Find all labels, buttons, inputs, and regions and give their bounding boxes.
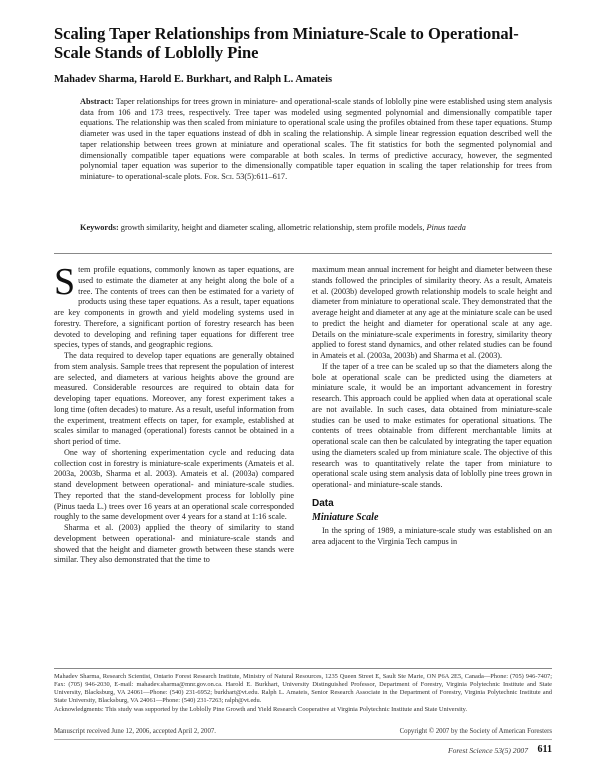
keywords-text: growth similarity, height and diameter scaling, allometric relationship, stem profile models, — [120, 223, 425, 232]
abstract-label: Abstract: — [80, 97, 114, 106]
footer-divider — [54, 739, 552, 740]
keywords-species: Pinus taeda — [426, 223, 466, 232]
paragraph: The data required to develop taper equations are generally obtained from stem analysis. Sample trees that represent the population of interest are selected, and diameters at various heights above the ground are measured. Considerable resources are required to obtain data for developing taper equations. Moreover, any forest experiment takes a long time (often decades) to mature. As a result, useful information from the experiment, treatment effects on taper, for example, established at scales similar to managed (operational) forests cannot be obtained in a short period of time. — [54, 351, 294, 446]
manuscript-dates: Manuscript received June 12, 2006, accepted April 2, 2007. — [54, 728, 216, 735]
header-divider — [54, 253, 552, 254]
paragraph: If the taper of a tree can be scaled up so that the diameters along the bole at operational scale can be predicted using the diameters at miniature scale, it would be an important advancement in forestry research. This approach could be applied when data at operational scale are not available. In such cases, data obtained from miniature-scale studies can be used to make estimates for operational situations. The contents of trees obtainable from different merchantable limits at operational scale can then be calculated by integrating the taper equation using the diameters scaled up from miniature scale. The objective of this research was to quantitatively relate the taper from miniature to operational scale using stem analysis data of loblolly pine trees grown in operational- and miniature-scale stands. — [312, 361, 552, 489]
paragraph: maximum mean annual increment for height and diameter between these stands followed the principles of similarity theory. As a result, Amateis et al. (2003b) developed growth relationship models to scale height and diameter from miniature to operational scale. They demonstrated that the average height and diameter at any age at the miniature scale can be used to predict the height and diameter for operational scale at any age. Details on the miniature-scale experiments in forestry, similarity theory applied to forest stand dynamics, and other related studies can be found in Amateis et al. (2003a, 2003b) and Sharma et al. (2003). — [312, 265, 552, 360]
paragraph: Stem profile equations, commonly known as taper equations, are used to estimate the diameter at any height along the bole of a tree. The contents of trees can then be estimated for a variety of products using these taper equations. As a result, taper equations are key components in growth and yield modeling systems used in forestry. Therefore, a significant portion of forestry research has been devoted to developing and refining taper equations for different tree species, types of stands, and geographic regions. — [54, 261, 294, 350]
page-number: 611 — [537, 744, 552, 755]
journal-running-footer: Forest Science 53(5) 2007 — [447, 746, 528, 755]
abstract — [80, 97, 552, 183]
author-affiliations: Mahadev Sharma, Research Scientist, Ontario Forest Research Institute, Ministry of Natural Resources, 1235 Queen Street E, Sault Ste Marie, ON P6A 2E5, Canada—Phone: (705) 946-7407; Fax: (705) 946-2030, E-mail: mahadev.sharma@mnr.gov.on.ca. Harold E. Burkhart, University Distinguished Professor, Department of Forestry, Virginia Polytechnic Institute and State University, Blacksburg, VA 24061—Phone: (540) 231-6952; burkhart@vt.edu. Ralph L. Amateis, Senior Research Associate in the Department of Forestry, Virginia Polytechnic Institute and State University, Blacksburg, VA 24061—Phone: (540) 231-7263; ralph@vt.edu. — [54, 673, 552, 705]
paper-title: Scaling Taper Relationships from Miniature-Scale to Operational-Scale Stands of Loblolly Pine — [54, 24, 519, 62]
keywords — [80, 223, 552, 234]
paragraph: Sharma et al. (2003) applied the theory of similarity to stand development between operational- and miniature-scale stands and showed that the height and diameter growth between these stands were similar. They also demonstrated that the time to — [54, 523, 294, 565]
paragraph: In the spring of 1989, a miniature-scale study was established on an area adjacent to the Virginia Tech campus in — [312, 526, 552, 546]
footnotes — [54, 673, 552, 715]
drop-cap: S — [54, 261, 76, 303]
citation-prefix: For. Sci. — [204, 171, 234, 181]
copyright: Copyright © 2007 by the Society of American Foresters — [399, 728, 552, 735]
left-column — [54, 261, 294, 566]
footnote-divider — [54, 668, 552, 669]
acknowledgments: Acknowledgments: This study was supported by the Loblolly Pine Growth and Yield Research Cooperative at Virginia Polytechnic Institute and State University. — [54, 706, 468, 714]
section-heading-data: Data — [312, 497, 334, 509]
subsection-heading-miniature: Miniature Scale — [312, 511, 379, 523]
paragraph: One way of shortening experimentation cycle and reducing data collection cost in forestry is miniature-scale experiments (Amateis et al. 2003a, 2003b, Sharma et al. 2003). Amateis et al. (2003a) compared stand development between operational- and miniature-scale studies. They reported that the stand-development process for loblolly pine (Pinus taeda L.) trees over 16 years at an operational scale corresponded roughly to the same development over 4 years for a stand at 1:16 scale. — [54, 447, 294, 522]
paper-authors: Mahadev Sharma, Harold E. Burkhart, and Ralph L. Amateis — [54, 74, 333, 85]
citation: 53(5):611–617. — [236, 171, 288, 181]
abstract-text: Taper relationships for trees grown in miniature- and operational-scale stands of loblolly pine were established using stem analysis data from 106 and 173 trees, respectively. Tree taper was modeled using segmented polynomial and dimensionally compatible taper equations. The relationship was then scaled from miniature to operational scale using the profiles obtained from these taper equations. Stump diameter was used in the taper equations instead of dbh in scaling the relationship. A simple linear regression equation described well the taper relationship between trees grown at miniature and operational scales. The fit statistics for both the segmented polynomial and dimensionally compatible taper equations were comparable at both scales. In terms of predictive accuracy, however, the segmented polynomial taper equation was superior to the dimensionally compatible taper equation in scaling the taper relationship for trees from miniature- to operational-scale plots. — [80, 97, 552, 181]
keywords-label: Keywords: — [80, 223, 119, 232]
right-column — [312, 265, 552, 548]
